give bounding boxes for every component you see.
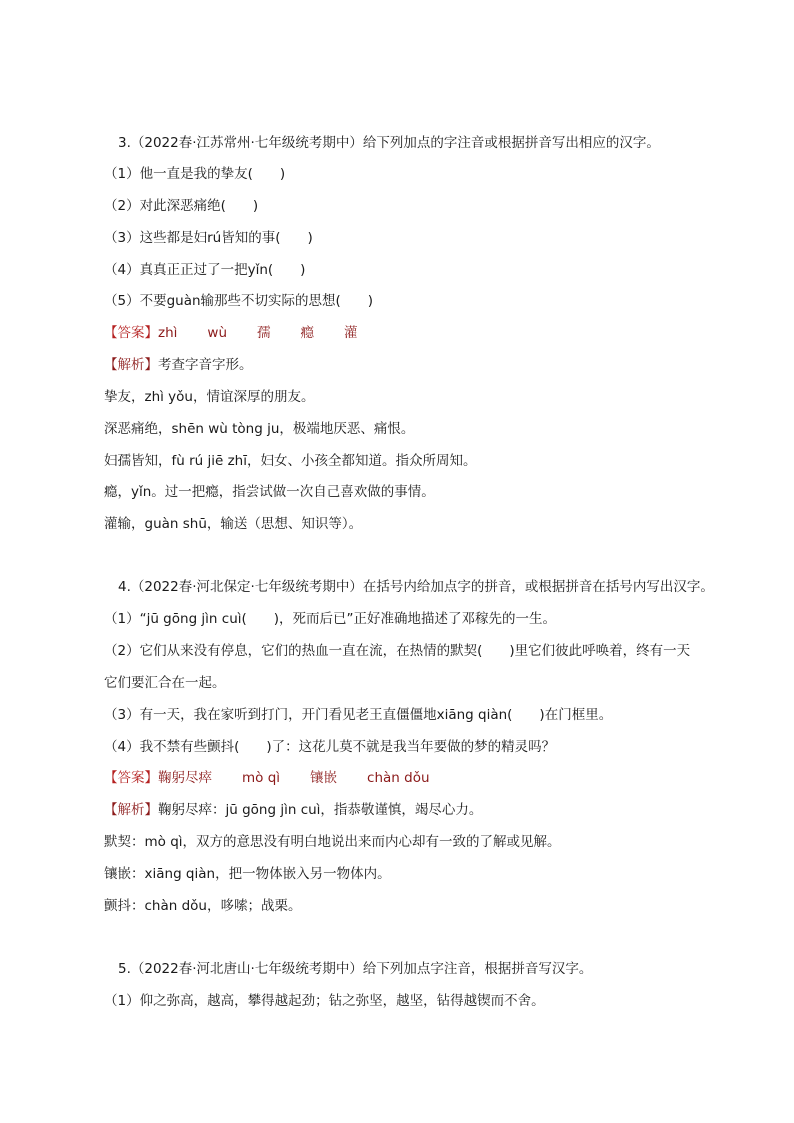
question-3-explanation-5: 灌输，guàn shū，输送（思想、知识等）。 <box>104 516 363 532</box>
answer-value: wù <box>207 325 228 341</box>
question-3-item-2: （2）对此深恶痛绝( ) <box>104 198 259 214</box>
analysis-text: 鞠躬尽瘁：jū gōng jìn cuì，指恭敬谨慎，竭尽心力。 <box>158 802 483 818</box>
question-3-head: 3.（2022春·江苏常州·七年级统考期中）给下列加点的字注音或根据拼音写出相应的汉字。 <box>118 135 660 151</box>
answer-value: mò qì <box>242 770 281 786</box>
answer-tag: 【答案】 <box>104 325 158 341</box>
question-5-head: 5.（2022春·河北唐山·七年级统考期中）给下列加点字注音，根据拼音写汉字。 <box>118 961 593 977</box>
question-3-item-3: （3）这些都是妇rú皆知的事( ) <box>104 230 313 246</box>
question-4-analysis <box>104 801 482 819</box>
answer-value: 瘾 <box>300 325 315 341</box>
analysis-tag: 【解析】 <box>104 357 158 373</box>
answer-value: 镶嵌 <box>310 770 338 786</box>
analysis-text: 考查字音字形。 <box>158 357 253 373</box>
question-4-item-1: （1）“jū gōng jìn cuì( )，死而后已”正好准确地描述了邓稼先的一生。 <box>104 611 557 627</box>
analysis-tag: 【解析】 <box>104 802 158 818</box>
question-3-analysis <box>104 356 253 374</box>
question-4-explanation-1: 默契：mò qì，双方的意思没有明白地说出来而内心却有一致的了解或见解。 <box>104 834 561 850</box>
question-4-item-4: （4）我不禁有些颤抖( )了：这花儿莫不就是我当年要做的梦的精灵吗？ <box>104 739 556 755</box>
question-3-explanation-4: 瘾，yǐn。过一把瘾，指尝试做一次自己喜欢做的事情。 <box>104 484 435 500</box>
question-4-answer <box>104 769 430 787</box>
question-3-explanation-2: 深恶痛绝，shēn wù tòng ju，极端地厌恶、痛恨。 <box>104 421 415 437</box>
question-3-answer <box>104 324 358 342</box>
question-3-item-1: （1）他一直是我的挚友( ) <box>104 166 286 182</box>
question-3-explanation-1: 挚友，zhì yǒu，情谊深厚的朋友。 <box>104 389 315 405</box>
question-4-explanation-2: 镶嵌：xiāng qiàn，把一物体嵌入另一物体内。 <box>104 866 391 882</box>
question-4-item-2: （2）它们从来没有停息，它们的热血一直在流，在热情的默契( )里它们彼此呼唤着，终有一天 <box>104 643 691 659</box>
answer-value: 孺 <box>257 325 271 341</box>
question-4-head: 4.（2022春·河北保定·七年级统考期中）在括号内给加点字的拼音，或根据拼音在括号内写出汉字。 <box>118 579 714 595</box>
answer-tag: 【答案】 <box>104 770 158 786</box>
question-3-item-5: （5）不要guàn输那些不切实际的思想( ) <box>104 293 374 309</box>
question-3-item-4: （4）真真正正过了一把yǐn( ) <box>104 262 306 278</box>
answer-value: 鞠躬尽瘁 <box>158 770 212 786</box>
answer-value: 灌 <box>344 325 358 341</box>
answer-value: chàn dǒu <box>367 770 430 786</box>
question-4-item-3: （3）有一天，我在家听到打门，开门看见老王直僵僵地xiāng qiàn( )在门框里。 <box>104 707 613 723</box>
answer-value: zhì <box>158 325 178 341</box>
question-4-explanation-3: 颤抖：chàn dǒu，哆嗦；战栗。 <box>104 898 302 914</box>
question-4-item-2-cont: 它们要汇合在一起。 <box>104 675 226 691</box>
question-5-item-1: （1）仰之弥高，越高，攀得越起劲；钻之弥坚，越坚，钻得越锲而不舍。 <box>104 993 545 1009</box>
question-3-explanation-3: 妇孺皆知，fù rú jiē zhī，妇女、小孩全都知道。指众所周知。 <box>104 453 477 469</box>
